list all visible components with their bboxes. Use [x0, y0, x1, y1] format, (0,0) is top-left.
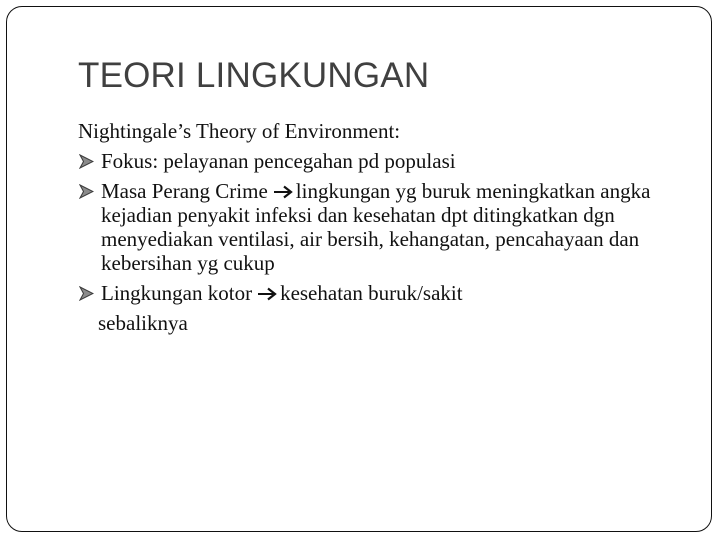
bullet-item-3: [78, 278, 678, 308]
bullet-item-1: [78, 146, 678, 176]
arrowhead-bullet-icon: [78, 146, 98, 176]
intro-line: Nightingale’s Theory of Environment:: [78, 119, 401, 143]
slide-body: [78, 116, 678, 338]
bullet-2-after-arrow: lingkungan yg buruk meningkatkan angka kejadian penyakit infeksi dan kesehatan dpt ditingkatkan dgn menyediakan ventilasi, air bersih, kehangatan, pencahayaan dan kebersihan yg cukup: [101, 179, 651, 275]
bullet-item-2: [78, 176, 678, 278]
bullet-2-before-arrow: Masa Perang Crime: [101, 179, 268, 203]
slide-title: TEORI LINGKUNGAN: [78, 56, 430, 95]
arrowhead-bullet-icon: [78, 278, 98, 308]
bullet-3-before-arrow: Lingkungan kotor: [101, 281, 253, 305]
bullet-text-3: [101, 278, 678, 308]
bullet-3-after-arrow: kesehatan buruk/sakit: [280, 281, 463, 305]
right-arrow-icon: [272, 185, 294, 199]
trailing-line: sebaliknya: [98, 311, 188, 335]
bullet-text-2: [101, 176, 678, 278]
bullet-text-1: Fokus: pelayanan pencegahan pd populasi: [101, 149, 456, 173]
arrowhead-bullet-icon: [78, 176, 98, 206]
right-arrow-icon: [256, 287, 278, 301]
